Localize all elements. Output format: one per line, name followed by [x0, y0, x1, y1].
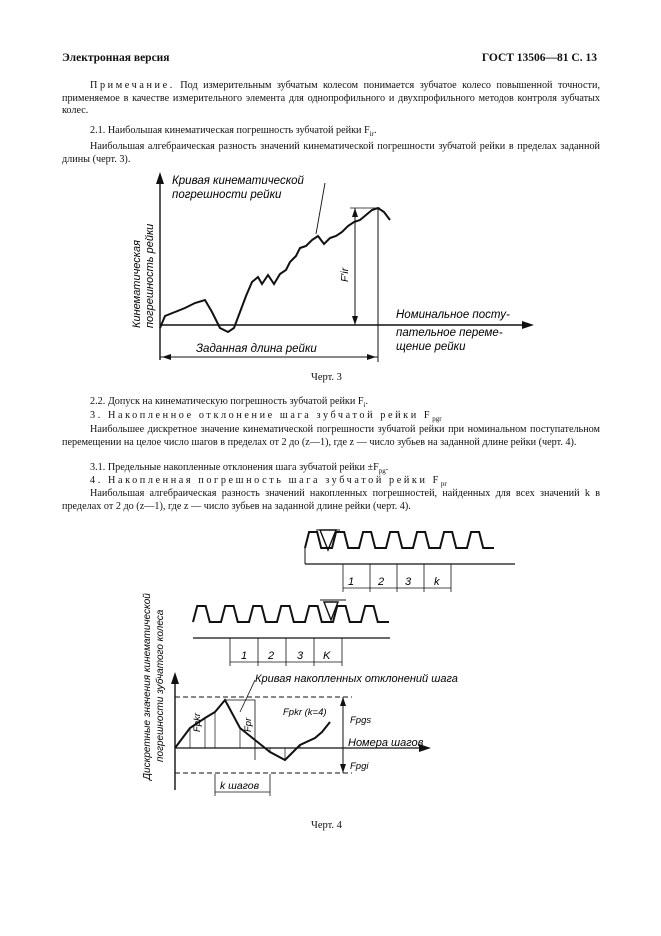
fig4-fpr: Fpr [243, 717, 254, 732]
p3-text: 3. Накопленное отклонение шага зубчатой рейки F [90, 410, 433, 421]
lower-step-2: 2 [268, 650, 275, 662]
fig3-curve-label-1: Кривая кинематической [172, 175, 304, 187]
header-left: Электронная версия [62, 52, 170, 64]
fig3-fir-label: F′ir [339, 267, 351, 282]
note-text: Под измерительным зубчатым колесом понимается зубчатое колесо повышенной точности, применяемое в качестве измерительного элемента для однопрофильного и двухпрофильного методов контроля зубчатых колес. [62, 80, 600, 117]
upper-step-3: 3 [405, 576, 412, 588]
fig4-curve-label: Кривая накопленных отклонений шага [255, 673, 458, 685]
figure-4 [0, 520, 661, 810]
upper-step-1: 1 [348, 576, 355, 588]
fig4-fpgi: Fpgi [350, 761, 369, 772]
fig4-fpkr: Fpkr [192, 713, 203, 732]
fig4-fpgs: Fpgs [350, 715, 372, 726]
p21-text: 2.1. Наибольшая кинематическая погрешность зубчатой рейки F [90, 125, 370, 136]
header-right: ГОСТ 13506—81 С. 13 [481, 52, 597, 64]
p3-definition: Наибольшее дискретное значение кинематической погрешности зубчатой рейки при номинальном поступательном перемещении на целое число шагов в пределах от 2 до (z—1), где z — число зубьев на заданной длине рейки (черт. 4). [62, 424, 600, 448]
lower-rack-teeth [193, 606, 389, 622]
p4-definition: Наибольшая алгебраическая разность значений накопленных погрешностей, найденных для всех значений k в пределах от 2 до (z—1), где z — число зубьев на заданной длине рейки (черт. 4). [62, 488, 600, 512]
note-prefix: Примечание. [90, 80, 175, 91]
fig3-yaxis-2: погрешность рейки [144, 223, 156, 328]
p31-text: 3.1. Предельные накопленные отклонения шага зубчатой рейки ±F [90, 462, 379, 473]
fig3-xaxis-3: щение рейки [396, 341, 466, 353]
upper-step-2: 2 [378, 576, 385, 588]
fig4-fpkr-k4: Fpkr (k=4) [283, 707, 327, 718]
fig3-caption: Черт. 3 [311, 372, 342, 383]
figure-3 [0, 160, 661, 380]
p3-sub: pgr [432, 415, 442, 424]
p4-text: 4. Накопленная погрешность шага зубчатой рейки F [90, 475, 441, 486]
upper-step-k: k [434, 576, 440, 588]
fig3-xaxis-2: пательное переме- [396, 327, 503, 339]
fig4-yaxis-2: погрешности зубчатого колеса [155, 609, 166, 762]
fig4-yaxis-1: Дискретные значения кинематической [142, 593, 153, 780]
lower-step-1: 1 [241, 650, 248, 662]
fig4-k-steps: k шагов [220, 780, 260, 792]
fig3-curve-label-2: погрешности рейки [172, 189, 282, 201]
p4-sub: pr [440, 480, 447, 489]
p22-sub: i [363, 401, 366, 410]
fig4-steps-label: Номера шагов [348, 737, 424, 749]
fig3-length-label: Заданная длина рейки [196, 343, 317, 355]
note-paragraph [62, 80, 600, 118]
fig3-xaxis-1: Номинальное посту- [396, 309, 510, 321]
p22-text: 2.2. Допуск на кинематическую погрешность зубчатой рейки F [90, 396, 364, 407]
p31-heading: 3.1. Предельные накопленные отклонения шага зубчатой рейки $\pm F_{pg}$. [90, 462, 389, 476]
p31-sub: pg [378, 467, 386, 476]
lower-step-k: K [323, 650, 331, 662]
p21-definition: Наибольшая алгебраическая разность значений кинематической погрешности зубчатой рейки в пределах заданной длины (черт. 3). [62, 141, 600, 165]
p21-heading: 2.1. Наибольшая кинематическая погрешность зубчатой рейки $F_{ir}$. [90, 125, 377, 139]
fig3-yaxis-1: Кинематическая [131, 240, 143, 328]
p21-sub: ir [369, 130, 374, 139]
upper-rack-teeth [305, 532, 494, 548]
p22-heading: 2.2. Допуск на кинематическую погрешность зубчатой рейки $F_i$. [90, 396, 369, 410]
fig4-caption: Черт. 4 [311, 820, 342, 831]
lower-step-3: 3 [297, 650, 304, 662]
